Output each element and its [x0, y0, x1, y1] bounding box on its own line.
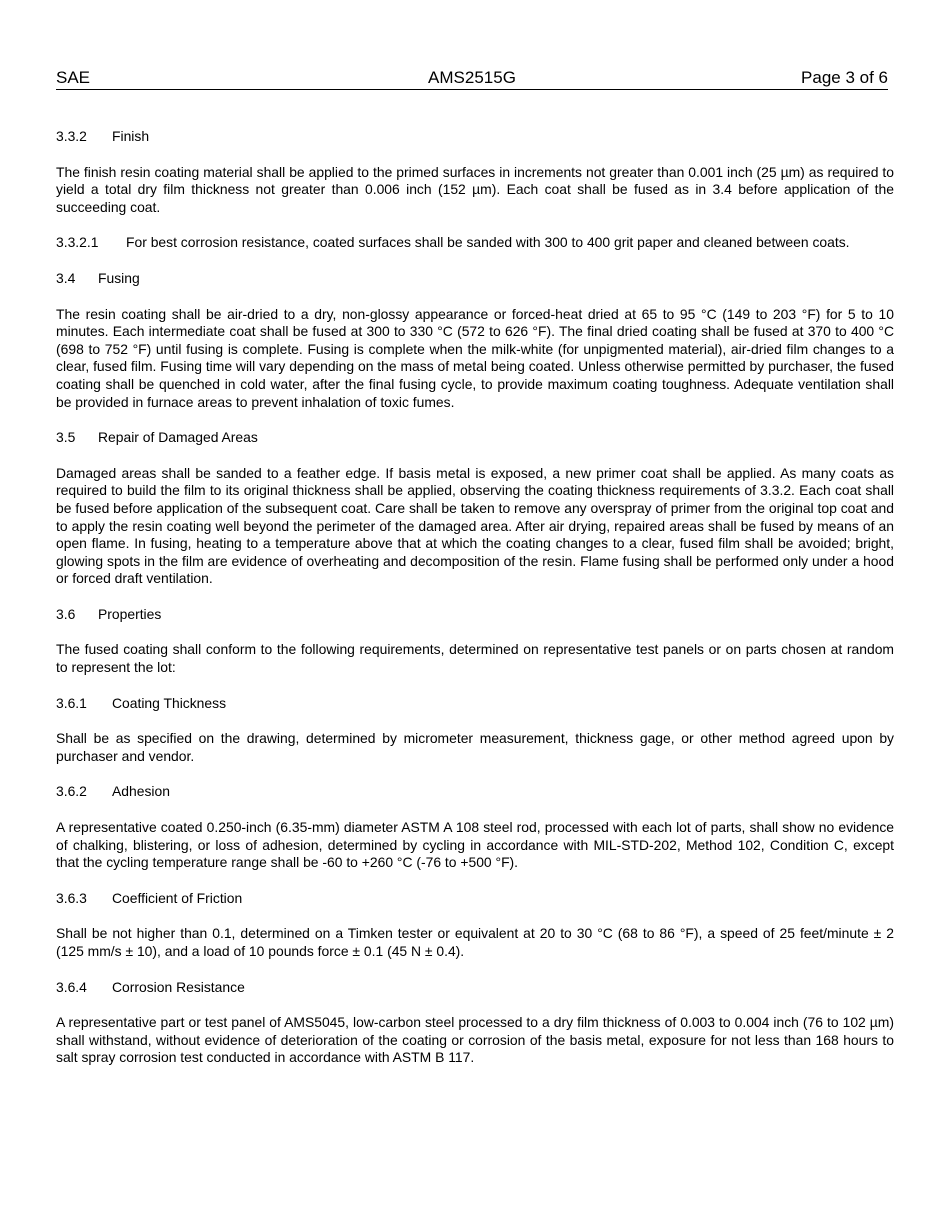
header-doc-number: AMS2515G — [428, 68, 516, 87]
section-title: Coefficient of Friction — [112, 889, 243, 906]
section-title: Properties — [98, 605, 162, 622]
section-body-3-4: The resin coating shall be air-dried to a dry, non-glossy appearance or forced-heat dried at 65 to 95 °C (149 to 203 °F) for 5 to 10 minutes. Each intermediate coat shall be fused at 300 to 330 °C (572 to 626 °F). The final dried coating shall be fused at 370 to 400 °C (698 to 752 °F) until fusing is complete. Fusing is complete when the milk-white (for unpigmented material), air-dried film changes to a clear, fused film. Fusing time will vary depending on the mass of metal being coated. Unless otherwise permitted by purchaser, the fused coating shall be quenched in cold water, after the final fusing cycle, to provide maximum coating toughness. Adequate ventilation shall be provided in furnace areas to prevent inhalation of toxic fumes. — [56, 305, 894, 410]
page-header — [56, 67, 888, 90]
section-title: Finish — [112, 128, 150, 144]
section-number: 3.4 — [56, 269, 76, 286]
subsection-3-3-2-1 — [56, 234, 894, 252]
section-number: 3.6.2 — [56, 783, 87, 800]
section-title: Fusing — [98, 269, 140, 286]
section-title: Coating Thickness — [112, 694, 227, 711]
section-heading-3-6 — [56, 606, 894, 624]
section-number: 3.6 — [56, 605, 76, 622]
header-org: SAE — [56, 68, 91, 87]
header-page-number: Page 3 of 6 — [801, 68, 888, 87]
section-number: 3.5 — [56, 429, 76, 446]
section-body-3-6-3: Shall be not higher than 0.1, determined on a Timken tester or equivalent at 20 to 30 °C (68 to 86 °F), a speed of 25 feet/minute ± 2 (125 mm/s ± 10), and a load of 10 pounds force ± 0.1 (45 N ± 0.4). — [56, 925, 894, 959]
section-heading-3-6-1 — [56, 695, 894, 713]
section-title: Adhesion — [112, 783, 170, 800]
section-number: 3.3.2.1 — [56, 234, 99, 251]
section-number: 3.3.2 — [56, 128, 87, 144]
section-heading-3-6-3 — [56, 890, 894, 908]
section-heading-3-5 — [56, 429, 894, 447]
section-body-3-3-2-1: For best corrosion resistance, coated surfaces shall be sanded with 300 to 400 grit paper and cleaned between coats. — [126, 234, 850, 251]
section-body-3-5: Damaged areas shall be sanded to a feather edge. If basis metal is exposed, a new primer coat shall be applied. As many coats as required to build the film to its original thickness shall be applied, observing the coating thickness requirements of 3.3.2. Each coat shall be fused before application of the subsequent coat. Care shall be taken to remove any overspray of primer from the original top coat and to apply the resin coating well beyond the perimeter of the damaged area. After air drying, repaired areas shall be fused by means of an open flame. In fusing, heating to a temperature above that at which the coating changes to a clear, fused film shall be avoided; bright, glowing spots in the film are evidence of overheating and decomposition of the resin. Flame fusing shall be performed only under a hood or forced draft ventilation. — [56, 464, 894, 587]
section-body-3-3-2: The finish resin coating material shall be applied to the primed surfaces in increments not greater than 0.001 inch (25 µm) as required to yield a total dry film thickness not greater than 0.006 inch (152 µm). Each coat shall be fused as in 3.4 before application of the succeeding coat. — [56, 163, 894, 215]
section-body-3-6-1: Shall be as specified on the drawing, determined by micrometer measurement, thickness gage, or other method agreed upon by purchaser and vendor. — [56, 730, 894, 764]
section-title: Repair of Damaged Areas — [98, 429, 258, 446]
section-body-3-6-4: A representative part or test panel of AMS5045, low-carbon steel processed to a dry film thickness of 0.003 to 0.004 inch (76 to 102 µm) shall withstand, without evidence of deterioration of the coating or corrosion of the basis metal, exposure for not less than 168 hours to salt spray corrosion test conducted in accordance with ASTM B 117. — [56, 1014, 894, 1066]
section-heading-3-3-2 — [56, 128, 894, 146]
section-body-3-6-2: A representative coated 0.250-inch (6.35-mm) diameter ASTM A 108 steel rod, processed with each lot of parts, shall show no evidence of chalking, blistering, or loss of adhesion, determined by cycling in accordance with MIL-STD-202, Method 102, Condition C, except that the cycling temperature range shall be -60 to +260 °C (-76 to +500 °F). — [56, 819, 894, 871]
section-heading-3-4 — [56, 270, 894, 288]
section-number: 3.6.4 — [56, 978, 87, 995]
section-number: 3.6.3 — [56, 889, 87, 906]
section-number: 3.6.1 — [56, 694, 87, 711]
section-body-3-6: The fused coating shall conform to the following requirements, determined on representative test panels or on parts chosen at random to represent the lot: — [56, 641, 894, 676]
section-heading-3-6-2 — [56, 783, 894, 801]
section-heading-3-6-4 — [56, 979, 894, 997]
document-body — [56, 128, 894, 1085]
section-title: Corrosion Resistance — [112, 978, 245, 995]
